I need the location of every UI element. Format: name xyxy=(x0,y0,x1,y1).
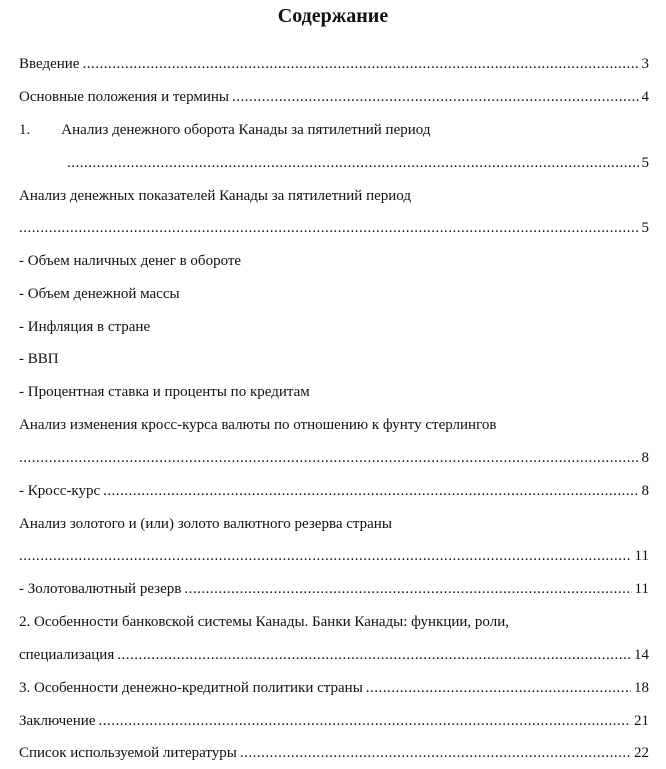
toc-dot-leader xyxy=(82,55,638,73)
toc-page-number: 3 xyxy=(641,56,649,72)
toc-entry-text: Заключение xyxy=(19,713,96,729)
toc-page-number: 5 xyxy=(641,155,649,171)
toc-dot-leader xyxy=(19,449,639,467)
toc-entry-text: Основные положения и термины xyxy=(19,89,229,105)
toc-entry-section-3 xyxy=(19,679,649,697)
toc-page-number: 8 xyxy=(641,450,649,466)
toc-dot-leader xyxy=(232,88,639,106)
toc-page-number: 11 xyxy=(634,581,649,597)
toc-entry-text: - Процентная ставка и проценты по кредитам xyxy=(19,384,310,400)
toc-entry-text: - Объем наличных денег в обороте xyxy=(19,253,242,269)
toc-entry-money-indicators xyxy=(19,187,649,205)
toc-entry-gold-reserve-analysis xyxy=(19,515,649,533)
toc-entry-text: Анализ денежного оборота Канады за пятилетний период xyxy=(61,122,431,138)
toc-entry-specialization xyxy=(19,646,649,664)
toc-entry-text: специализация xyxy=(19,647,115,663)
toc-entry-terms xyxy=(19,88,649,106)
toc-entry-text: Список используемой литературы xyxy=(19,745,237,761)
toc-entry-cross-rate-analysis-leader xyxy=(19,449,649,467)
toc-entry-text: Анализ золотого и (или) золото валютного резерва страны xyxy=(19,516,392,532)
toc-entry-section-1-leader xyxy=(67,154,649,172)
toc-entry-cash-volume xyxy=(19,252,649,270)
toc-page-number: 22 xyxy=(634,745,649,761)
toc-entry-text: - Инфляция в стране xyxy=(19,319,151,335)
toc-dot-leader xyxy=(117,646,631,664)
toc-entry-text: - Объем денежной массы xyxy=(19,286,180,302)
toc-dot-leader xyxy=(184,580,631,598)
toc-entry-text: - ВВП xyxy=(19,351,59,367)
toc-title: Содержание xyxy=(277,5,389,27)
toc-dot-leader xyxy=(19,219,639,237)
toc-section-number: 1. xyxy=(19,122,31,138)
toc-entry-section-1 xyxy=(19,121,649,139)
toc-page-number: 8 xyxy=(641,483,649,499)
toc-entry-inflation xyxy=(19,318,649,336)
toc-page-number: 4 xyxy=(641,89,649,105)
toc-entry-text: Введение xyxy=(19,56,80,72)
toc-entry-text: - Золотовалютный резерв xyxy=(19,581,182,597)
toc-entry-money-indicators-leader xyxy=(19,219,649,237)
toc-dot-leader xyxy=(103,482,638,500)
toc-entry-text: - Кросс-курс xyxy=(19,483,101,499)
toc-page-number: 11 xyxy=(634,548,649,564)
toc-entry-money-supply xyxy=(19,285,649,303)
toc-entry-text: 3. Особенности денежно-кредитной политики страны xyxy=(19,680,363,696)
toc-entry-bibliography xyxy=(19,744,649,762)
toc-dot-leader xyxy=(19,547,632,565)
toc-entry-cross-rate xyxy=(19,482,649,500)
toc-entry-gdp xyxy=(19,350,649,368)
toc-page-number: 5 xyxy=(641,220,649,236)
toc-entry-introduction xyxy=(19,55,649,73)
toc-dot-leader xyxy=(366,679,631,697)
toc-entry-cross-rate-analysis xyxy=(19,416,649,434)
toc-entry-gold-reserve xyxy=(19,580,649,598)
toc-entry-section-2 xyxy=(19,613,649,631)
toc-page-number: 14 xyxy=(634,647,649,663)
toc-entry-text: Анализ денежных показателей Канады за пятилетний период xyxy=(19,188,411,204)
toc-page-number: 21 xyxy=(634,713,649,729)
toc-page-number: 18 xyxy=(634,680,649,696)
toc-entry-text: 2. Особенности банковской системы Канады. Банки Канады: функции, роли, xyxy=(19,614,509,630)
toc-entry-conclusion xyxy=(19,712,649,730)
toc-entry-text: Анализ изменения кросс-курса валюты по отношению к фунту стерлингов xyxy=(19,417,497,433)
toc-dot-leader xyxy=(99,712,632,730)
toc-entry-gold-reserve-analysis-leader xyxy=(19,547,649,565)
toc-entry-interest-rate xyxy=(19,383,649,401)
toc-dot-leader xyxy=(240,744,631,762)
toc-dot-leader xyxy=(67,154,639,172)
